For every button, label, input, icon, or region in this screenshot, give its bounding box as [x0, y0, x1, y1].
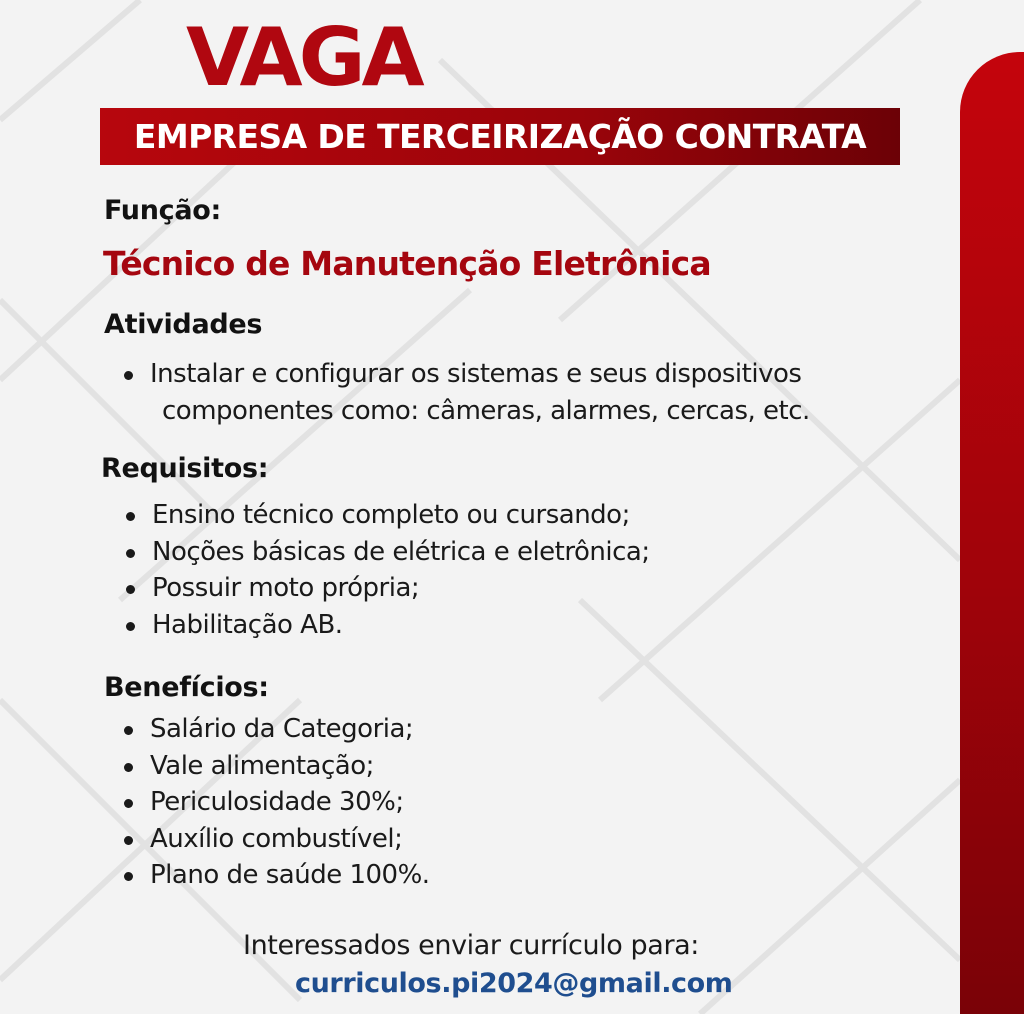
beneficios-list [120, 711, 430, 894]
list-item-text: Periculosidade 30%; [150, 787, 404, 817]
right-red-bar [960, 52, 1024, 1014]
bullet-icon [124, 763, 133, 772]
beneficios-label: Benefícios: [104, 672, 269, 703]
bullet-icon [124, 726, 133, 735]
list-item [122, 534, 650, 571]
bullet-icon [124, 836, 133, 845]
bullet-icon [124, 371, 133, 380]
list-item [120, 711, 430, 748]
atividades-label: Atividades [104, 309, 263, 340]
list-item-text: Auxílio combustível; [150, 823, 403, 854]
list-item [122, 570, 650, 607]
list-item-text: Noções básicas de elétrica e eletrônica; [152, 536, 650, 567]
contact-email-link[interactable]: curriculos.pi2024@gmail.com [295, 968, 733, 999]
contact-text: Interessados enviar currículo para: [243, 930, 699, 961]
list-item [122, 607, 650, 644]
atividades-list [120, 356, 810, 429]
list-item-text: componentes como: câmeras, alarmes, cercas, etc. [162, 395, 810, 426]
list-item-text: Ensino técnico completo ou cursando; [152, 500, 630, 530]
requisitos-label: Requisitos: [101, 453, 269, 484]
bullet-icon [124, 799, 133, 808]
list-item-text: Salário da Categoria; [150, 714, 414, 744]
list-item-text: Vale alimentação; [150, 750, 374, 781]
list-item [120, 821, 430, 858]
list-item-text: Instalar e configurar os sistemas e seus dispositivos [150, 359, 802, 389]
list-item-text: Possuir moto própria; [152, 573, 420, 603]
job-title: Técnico de Manutenção Eletrônica [103, 244, 711, 283]
list-item-text: Habilitação AB. [152, 609, 343, 640]
list-item [120, 857, 430, 894]
bullet-icon [126, 622, 135, 631]
list-item [120, 784, 430, 821]
banner-text: EMPRESA DE TERCEIRIZAÇÃO CONTRATA [133, 117, 867, 156]
bullet-icon [126, 585, 135, 594]
list-item [120, 748, 430, 785]
list-item [120, 356, 810, 429]
requisitos-list [122, 497, 650, 643]
bullet-icon [126, 512, 135, 521]
headline: VAGA [186, 11, 421, 104]
funcao-label: Função: [104, 195, 222, 226]
list-item [122, 497, 650, 534]
list-item-text: Plano de saúde 100%. [150, 860, 430, 890]
bullet-icon [126, 549, 135, 558]
company-banner [100, 108, 900, 165]
bullet-icon [124, 872, 133, 881]
